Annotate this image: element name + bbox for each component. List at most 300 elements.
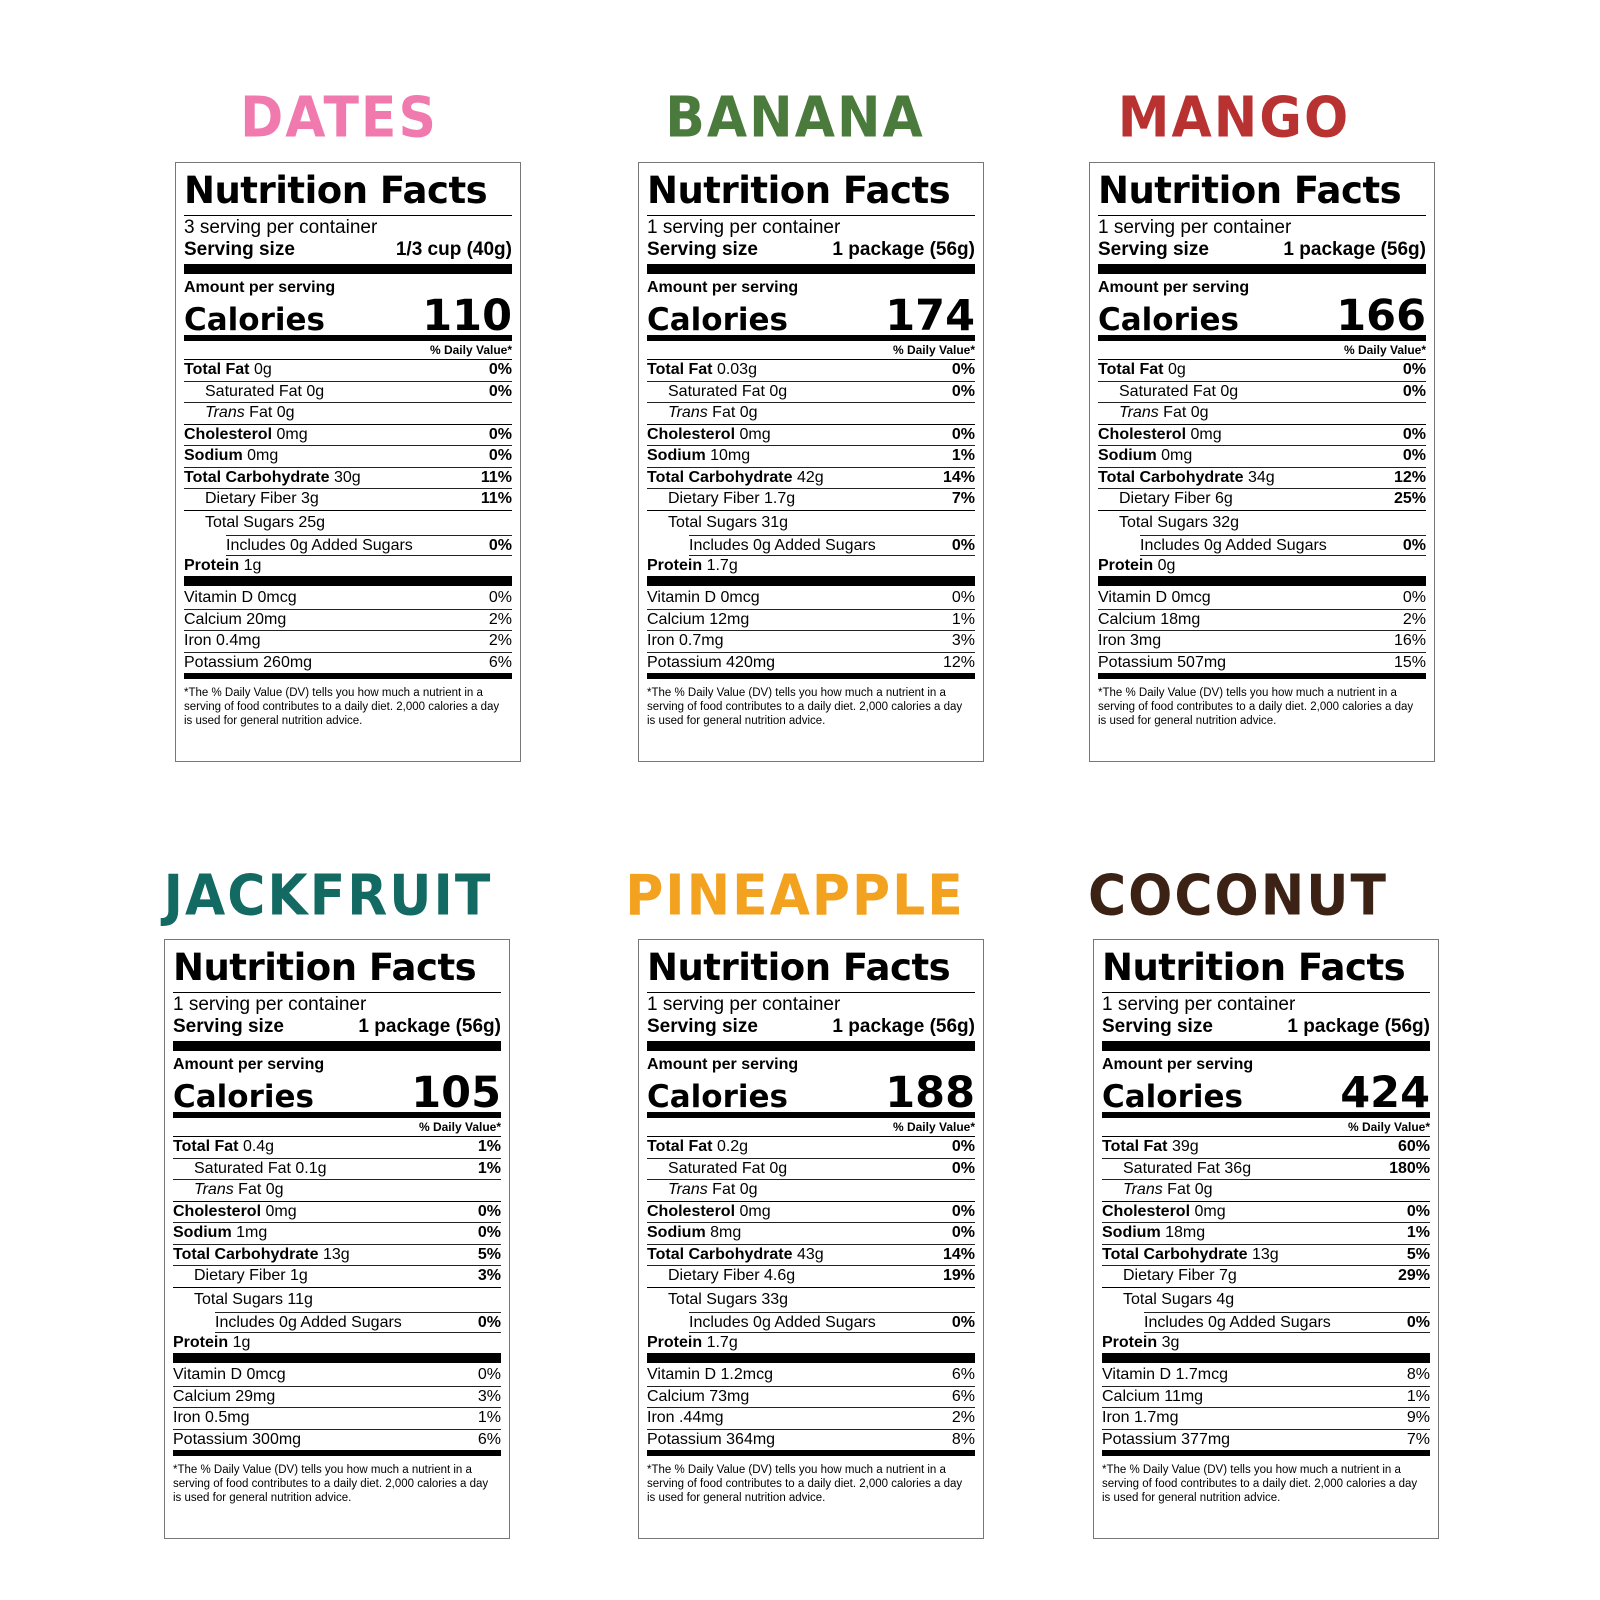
serving-size-row (173, 1016, 501, 1051)
potassium-row (184, 653, 512, 679)
calories-row (647, 291, 975, 341)
cholesterol-amount: 0mg (265, 1202, 297, 1220)
total-fat-name: Total Fat (1102, 1138, 1168, 1155)
total-sugars-name: Total Sugars 33g (668, 1290, 789, 1308)
vitamin-d-dv: 8% (1406, 1366, 1430, 1383)
trans-fat-amount: Fat 0g (244, 404, 295, 421)
nutrition-label-jackfruit (164, 939, 510, 1539)
iron-dv: 2% (488, 632, 512, 649)
calories-value: 188 (885, 1068, 975, 1118)
amount-per-serving: Amount per serving (647, 279, 799, 296)
added-sugars-row (689, 535, 975, 557)
vitamin-d-row (1098, 588, 1426, 610)
dietary-fiber-dv: 25% (1393, 490, 1426, 507)
dietary-fiber-row (1102, 1266, 1430, 1288)
added-sugars-name: Includes 0g Added Sugars (689, 536, 876, 554)
serving-size-value: 1 package (56g) (832, 1016, 975, 1037)
dietary-fiber-name: Dietary Fiber 3g (205, 490, 319, 507)
saturated-fat-dv: 0% (951, 1159, 975, 1177)
trans-fat-row (647, 1180, 975, 1202)
calories-value: 166 (1336, 291, 1426, 341)
saturated-fat-name: Saturated Fat 0g (205, 382, 325, 400)
fruit-title-coconut: COCONUT (1088, 863, 1388, 929)
total-fat-row (647, 1137, 975, 1159)
sodium-dv: 1% (1406, 1224, 1430, 1241)
cholesterol-name: Cholesterol (173, 1202, 262, 1220)
total-fat-amount: 0.4g (242, 1138, 275, 1155)
total-sugars-name: Total Sugars 31g (668, 513, 789, 531)
dietary-fiber-dv: 11% (480, 490, 512, 507)
potassium-row (1102, 1430, 1430, 1456)
cholesterol-dv: 0% (951, 425, 975, 443)
added-sugars-dv: 0% (488, 536, 512, 554)
cholesterol-name: Cholesterol (1102, 1202, 1191, 1220)
potassium-dv: 12% (942, 653, 975, 671)
dietary-fiber-name: Dietary Fiber 1g (194, 1267, 308, 1284)
nutrition-label-pineapple (638, 939, 984, 1539)
nutrition-facts-heading: Nutrition Facts (647, 167, 975, 216)
serving-size-label: Serving size (1102, 1016, 1213, 1037)
total-carb-row (1098, 468, 1426, 490)
total-carb-amount: 13g (1251, 1245, 1279, 1263)
calcium-name: Calcium 11mg (1102, 1387, 1204, 1405)
serving-size-row (184, 239, 512, 274)
serving-size-row (1102, 1016, 1430, 1051)
daily-value-header: % Daily Value* (184, 341, 512, 360)
daily-value-footnote: *The % Daily Value (DV) tells you how much a nutrient in a serving of food contributes to a daily diet. 2,000 calories a day is used for general nutrition advice. (184, 686, 500, 727)
saturated-fat-row (173, 1159, 501, 1181)
added-sugars-name: Includes 0g Added Sugars (1140, 536, 1327, 554)
added-sugars-dv: 0% (1406, 1313, 1430, 1331)
saturated-fat-name: Saturated Fat 0g (668, 1159, 788, 1177)
potassium-row (1098, 653, 1426, 679)
total-fat-row (647, 360, 975, 382)
iron-dv: 3% (951, 632, 975, 649)
fruit-title-mango: MANGO (1117, 85, 1351, 151)
iron-row (1102, 1408, 1430, 1430)
saturated-fat-row (647, 382, 975, 404)
calcium-row (1102, 1387, 1430, 1409)
total-fat-dv: 0% (1402, 361, 1426, 378)
total-fat-dv: 60% (1397, 1138, 1430, 1155)
cholesterol-amount: 0mg (276, 425, 308, 443)
servings-per-container: 1 serving per container (1102, 994, 1296, 1015)
trans-fat-italic: Trans (1123, 1181, 1163, 1198)
potassium-name: Potassium 300mg (173, 1430, 302, 1448)
serving-size-value: 1 package (56g) (1287, 1016, 1430, 1037)
iron-dv: 1% (477, 1409, 501, 1426)
vitamin-d-row (184, 588, 512, 610)
amount-per-serving: Amount per serving (1098, 279, 1250, 296)
total-fat-dv: 0% (951, 361, 975, 378)
vitamin-d-name: Vitamin D 0mcg (173, 1366, 286, 1383)
calcium-name: Calcium 29mg (173, 1387, 276, 1405)
calcium-row (647, 610, 975, 632)
dietary-fiber-row (647, 1266, 975, 1288)
calcium-dv: 6% (951, 1387, 975, 1405)
nutrition-label-dates (175, 162, 521, 762)
added-sugars-dv: 0% (951, 1313, 975, 1331)
vitamin-d-name: Vitamin D 1.7mcg (1102, 1366, 1228, 1383)
saturated-fat-dv: 0% (951, 382, 975, 400)
calories-label: Calories (1102, 1079, 1243, 1115)
cholesterol-name: Cholesterol (647, 425, 736, 443)
sodium-row (184, 446, 512, 468)
total-carb-row (173, 1245, 501, 1267)
daily-value-header: % Daily Value* (647, 1118, 975, 1137)
serving-size-row (647, 239, 975, 274)
total-carb-name: Total Carbohydrate (1102, 1245, 1248, 1263)
added-sugars-row (1144, 1312, 1430, 1334)
vitamin-d-name: Vitamin D 0mcg (647, 589, 760, 606)
dietary-fiber-dv: 19% (942, 1267, 975, 1284)
trans-fat-row (184, 403, 512, 425)
protein-row (173, 1333, 501, 1363)
total-carb-name: Total Carbohydrate (647, 1245, 793, 1263)
vitamin-d-name: Vitamin D 1.2mcg (647, 1366, 773, 1383)
sodium-dv: 0% (488, 447, 512, 464)
added-sugars-name: Includes 0g Added Sugars (215, 1313, 402, 1331)
calories-label: Calories (173, 1079, 314, 1115)
saturated-fat-row (184, 382, 512, 404)
protein-name: Protein (1098, 557, 1154, 574)
calories-row (173, 1068, 501, 1118)
added-sugars-name: Includes 0g Added Sugars (689, 1313, 876, 1331)
trans-fat-italic: Trans (1119, 404, 1159, 421)
trans-fat-row (173, 1180, 501, 1202)
added-sugars-name: Includes 0g Added Sugars (226, 536, 413, 554)
saturated-fat-dv: 0% (1402, 382, 1426, 400)
protein-amount: 1.7g (706, 557, 738, 574)
nutrition-facts-heading: Nutrition Facts (184, 167, 512, 216)
servings-per-container: 1 serving per container (647, 217, 841, 238)
total-fat-row (1102, 1137, 1430, 1159)
cholesterol-dv: 0% (477, 1202, 501, 1220)
total-sugars-row (647, 1288, 975, 1312)
servings-per-container: 1 serving per container (647, 994, 841, 1015)
daily-value-footnote: *The % Daily Value (DV) tells you how much a nutrient in a serving of food contributes to a daily diet. 2,000 calories a day is used for general nutrition advice. (647, 1463, 963, 1504)
cholesterol-dv: 0% (1402, 425, 1426, 443)
servings-per-container: 1 serving per container (173, 994, 367, 1015)
nutrition-label-coconut (1093, 939, 1439, 1539)
saturated-fat-dv: 1% (477, 1159, 501, 1177)
sodium-dv: 0% (951, 1224, 975, 1241)
fruit-title-jackfruit: JACKFRUIT (163, 863, 493, 929)
calcium-dv: 3% (477, 1387, 501, 1405)
saturated-fat-name: Saturated Fat 36g (1123, 1159, 1252, 1177)
protein-amount: 3g (1161, 1334, 1180, 1351)
sodium-name: Sodium (647, 1224, 706, 1241)
potassium-row (173, 1430, 501, 1456)
total-carb-amount: 13g (322, 1245, 350, 1263)
total-sugars-row (184, 511, 512, 535)
cholesterol-dv: 0% (488, 425, 512, 443)
total-carb-amount: 30g (333, 468, 361, 486)
total-sugars-name: Total Sugars 32g (1119, 513, 1240, 531)
nutrition-facts-heading: Nutrition Facts (647, 944, 975, 993)
calories-value: 110 (422, 291, 512, 341)
sodium-amount: 0mg (1161, 447, 1193, 464)
total-carb-dv: 14% (942, 468, 975, 486)
cholesterol-row (647, 1202, 975, 1224)
cholesterol-row (1102, 1202, 1430, 1224)
sodium-amount: 8mg (710, 1224, 742, 1241)
vitamin-d-dv: 0% (1402, 589, 1426, 606)
amount-per-serving: Amount per serving (1102, 1056, 1254, 1073)
total-carb-dv: 14% (942, 1245, 975, 1263)
trans-fat-amount: Fat 0g (707, 1181, 758, 1198)
sodium-amount: 18mg (1165, 1224, 1206, 1241)
cholesterol-name: Cholesterol (647, 1202, 736, 1220)
serving-size-row (1098, 239, 1426, 274)
total-fat-dv: 0% (488, 361, 512, 378)
potassium-dv: 8% (951, 1430, 975, 1448)
potassium-dv: 15% (1393, 653, 1426, 671)
serving-size-value: 1 package (56g) (358, 1016, 501, 1037)
protein-name: Protein (173, 1334, 229, 1351)
total-carb-dv: 11% (480, 468, 512, 486)
cholesterol-amount: 0mg (1194, 1202, 1226, 1220)
saturated-fat-dv: 180% (1389, 1159, 1430, 1177)
fruit-title-pineapple: PINEAPPLE (625, 863, 965, 929)
nutrition-label-mango (1089, 162, 1435, 762)
total-carb-amount: 34g (1247, 468, 1275, 486)
saturated-fat-row (1102, 1159, 1430, 1181)
dietary-fiber-name: Dietary Fiber 7g (1123, 1267, 1237, 1284)
calories-value: 174 (885, 291, 975, 341)
potassium-dv: 6% (477, 1430, 501, 1448)
total-sugars-name: Total Sugars 25g (205, 513, 326, 531)
sodium-name: Sodium (173, 1224, 232, 1241)
dietary-fiber-dv: 3% (477, 1267, 501, 1284)
iron-dv: 16% (1393, 632, 1426, 649)
daily-value-header: % Daily Value* (173, 1118, 501, 1137)
total-carb-name: Total Carbohydrate (173, 1245, 319, 1263)
cholesterol-name: Cholesterol (1098, 425, 1187, 443)
iron-dv: 9% (1406, 1409, 1430, 1426)
iron-row (647, 631, 975, 653)
added-sugars-dv: 0% (1402, 536, 1426, 554)
sodium-amount: 10mg (710, 447, 751, 464)
total-fat-name: Total Fat (1098, 361, 1164, 378)
added-sugars-dv: 0% (951, 536, 975, 554)
serving-size-value: 1/3 cup (40g) (395, 239, 512, 260)
total-carb-row (1102, 1245, 1430, 1267)
calories-row (1102, 1068, 1430, 1118)
cholesterol-row (647, 425, 975, 447)
potassium-row (647, 1430, 975, 1456)
calories-row (184, 291, 512, 341)
total-sugars-row (1102, 1288, 1430, 1312)
calcium-name: Calcium 18mg (1098, 610, 1201, 628)
trans-fat-amount: Fat 0g (233, 1181, 284, 1198)
cholesterol-dv: 0% (951, 1202, 975, 1220)
sodium-name: Sodium (1098, 447, 1157, 464)
saturated-fat-name: Saturated Fat 0g (1119, 382, 1239, 400)
daily-value-footnote: *The % Daily Value (DV) tells you how much a nutrient in a serving of food contributes to a daily diet. 2,000 calories a day is used for general nutrition advice. (173, 1463, 489, 1504)
saturated-fat-row (1098, 382, 1426, 404)
total-carb-name: Total Carbohydrate (184, 468, 330, 486)
saturated-fat-name: Saturated Fat 0g (668, 382, 788, 400)
amount-per-serving: Amount per serving (647, 1056, 799, 1073)
protein-row (1098, 556, 1426, 586)
dietary-fiber-name: Dietary Fiber 6g (1119, 490, 1233, 507)
total-fat-amount: 0g (1167, 361, 1186, 378)
trans-fat-amount: Fat 0g (707, 404, 758, 421)
sodium-name: Sodium (1102, 1224, 1161, 1241)
total-fat-row (173, 1137, 501, 1159)
trans-fat-amount: Fat 0g (1162, 1181, 1213, 1198)
nutrition-facts-heading: Nutrition Facts (173, 944, 501, 993)
serving-size-label: Serving size (647, 1016, 758, 1037)
potassium-dv: 6% (488, 653, 512, 671)
iron-name: Iron 0.7mg (647, 632, 724, 649)
daily-value-header: % Daily Value* (647, 341, 975, 360)
vitamin-d-row (1102, 1365, 1430, 1387)
fruit-title-banana: BANANA (665, 85, 925, 151)
total-carb-row (647, 1245, 975, 1267)
iron-name: Iron 3mg (1098, 632, 1162, 649)
vitamin-d-dv: 0% (951, 589, 975, 606)
calcium-row (173, 1387, 501, 1409)
total-fat-dv: 1% (477, 1138, 501, 1155)
iron-name: Iron 0.4mg (184, 632, 261, 649)
cholesterol-amount: 0mg (1190, 425, 1222, 443)
vitamin-d-dv: 6% (951, 1366, 975, 1383)
cholesterol-row (184, 425, 512, 447)
cholesterol-row (1098, 425, 1426, 447)
total-carb-dv: 12% (1393, 468, 1426, 486)
iron-row (1098, 631, 1426, 653)
cholesterol-name: Cholesterol (184, 425, 273, 443)
protein-amount: 1g (243, 557, 262, 574)
total-carb-dv: 5% (477, 1245, 501, 1263)
total-fat-row (184, 360, 512, 382)
protein-row (1102, 1333, 1430, 1363)
added-sugars-row (226, 535, 512, 557)
sodium-row (173, 1223, 501, 1245)
sodium-name: Sodium (647, 447, 706, 464)
daily-value-footnote: *The % Daily Value (DV) tells you how much a nutrient in a serving of food contributes to a daily diet. 2,000 calories a day is used for general nutrition advice. (1098, 686, 1414, 727)
trans-fat-row (1098, 403, 1426, 425)
daily-value-footnote: *The % Daily Value (DV) tells you how much a nutrient in a serving of food contributes to a daily diet. 2,000 calories a day is used for general nutrition advice. (647, 686, 963, 727)
potassium-name: Potassium 420mg (647, 653, 776, 671)
serving-size-label: Serving size (184, 239, 295, 260)
total-carb-amount: 43g (796, 1245, 824, 1263)
added-sugars-name: Includes 0g Added Sugars (1144, 1313, 1331, 1331)
calcium-name: Calcium 12mg (647, 610, 750, 628)
calcium-row (1098, 610, 1426, 632)
saturated-fat-dv: 0% (488, 382, 512, 400)
saturated-fat-name: Saturated Fat 0.1g (194, 1159, 327, 1177)
total-sugars-name: Total Sugars 11g (194, 1290, 313, 1308)
nutrition-facts-heading: Nutrition Facts (1102, 944, 1430, 993)
sodium-row (1098, 446, 1426, 468)
vitamin-d-row (647, 1365, 975, 1387)
dietary-fiber-dv: 29% (1397, 1267, 1430, 1284)
vitamin-d-name: Vitamin D 0mcg (184, 589, 297, 606)
vitamin-d-name: Vitamin D 0mcg (1098, 589, 1211, 606)
iron-row (173, 1408, 501, 1430)
added-sugars-row (1140, 535, 1426, 557)
servings-per-container: 1 serving per container (1098, 217, 1292, 238)
cholesterol-dv: 0% (1406, 1202, 1430, 1220)
iron-dv: 2% (951, 1409, 975, 1426)
sodium-row (647, 446, 975, 468)
sodium-dv: 0% (477, 1224, 501, 1241)
dietary-fiber-row (173, 1266, 501, 1288)
total-fat-name: Total Fat (173, 1138, 239, 1155)
calories-label: Calories (647, 1079, 788, 1115)
total-sugars-row (173, 1288, 501, 1312)
total-fat-amount: 0.2g (716, 1138, 749, 1155)
total-carb-amount: 42g (796, 468, 824, 486)
protein-row (184, 556, 512, 586)
servings-per-container: 3 serving per container (184, 217, 378, 238)
iron-name: Iron 0.5mg (173, 1409, 250, 1426)
total-sugars-row (1098, 511, 1426, 535)
daily-value-header: % Daily Value* (1098, 341, 1426, 360)
calories-label: Calories (1098, 302, 1239, 338)
added-sugars-dv: 0% (477, 1313, 501, 1331)
vitamin-d-dv: 0% (488, 589, 512, 606)
dietary-fiber-row (1098, 489, 1426, 511)
sodium-row (1102, 1223, 1430, 1245)
serving-size-label: Serving size (173, 1016, 284, 1037)
cholesterol-amount: 0mg (739, 425, 771, 443)
sodium-row (647, 1223, 975, 1245)
potassium-name: Potassium 260mg (184, 653, 313, 671)
daily-value-footnote: *The % Daily Value (DV) tells you how much a nutrient in a serving of food contributes to a daily diet. 2,000 calories a day is used for general nutrition advice. (1102, 1463, 1418, 1504)
total-fat-amount: 39g (1171, 1138, 1199, 1155)
calcium-dv: 2% (488, 610, 512, 628)
sodium-dv: 0% (1402, 447, 1426, 464)
calcium-row (184, 610, 512, 632)
amount-per-serving: Amount per serving (184, 279, 336, 296)
protein-name: Protein (647, 1334, 703, 1351)
potassium-name: Potassium 377mg (1102, 1430, 1231, 1448)
total-sugars-name: Total Sugars 4g (1123, 1290, 1235, 1308)
calcium-dv: 2% (1402, 610, 1426, 628)
sodium-name: Sodium (184, 447, 243, 464)
serving-size-value: 1 package (56g) (1283, 239, 1426, 260)
trans-fat-amount: Fat 0g (1158, 404, 1209, 421)
total-fat-name: Total Fat (184, 361, 250, 378)
calories-row (1098, 291, 1426, 341)
dietary-fiber-row (647, 489, 975, 511)
trans-fat-italic: Trans (668, 404, 708, 421)
dietary-fiber-name: Dietary Fiber 4.6g (668, 1267, 796, 1284)
total-sugars-row (647, 511, 975, 535)
saturated-fat-row (647, 1159, 975, 1181)
serving-size-value: 1 package (56g) (832, 239, 975, 260)
cholesterol-row (173, 1202, 501, 1224)
vitamin-d-dv: 0% (477, 1366, 501, 1383)
amount-per-serving: Amount per serving (173, 1056, 325, 1073)
total-carb-row (184, 468, 512, 490)
protein-amount: 1g (232, 1334, 251, 1351)
protein-amount: 0g (1157, 557, 1176, 574)
sodium-amount: 1mg (236, 1224, 268, 1241)
calories-label: Calories (647, 302, 788, 338)
calories-row (647, 1068, 975, 1118)
total-carb-dv: 5% (1406, 1245, 1430, 1263)
vitamin-d-row (173, 1365, 501, 1387)
nutrition-facts-heading: Nutrition Facts (1098, 167, 1426, 216)
calcium-dv: 1% (951, 610, 975, 628)
dietary-fiber-name: Dietary Fiber 1.7g (668, 490, 796, 507)
total-fat-dv: 0% (951, 1138, 975, 1155)
